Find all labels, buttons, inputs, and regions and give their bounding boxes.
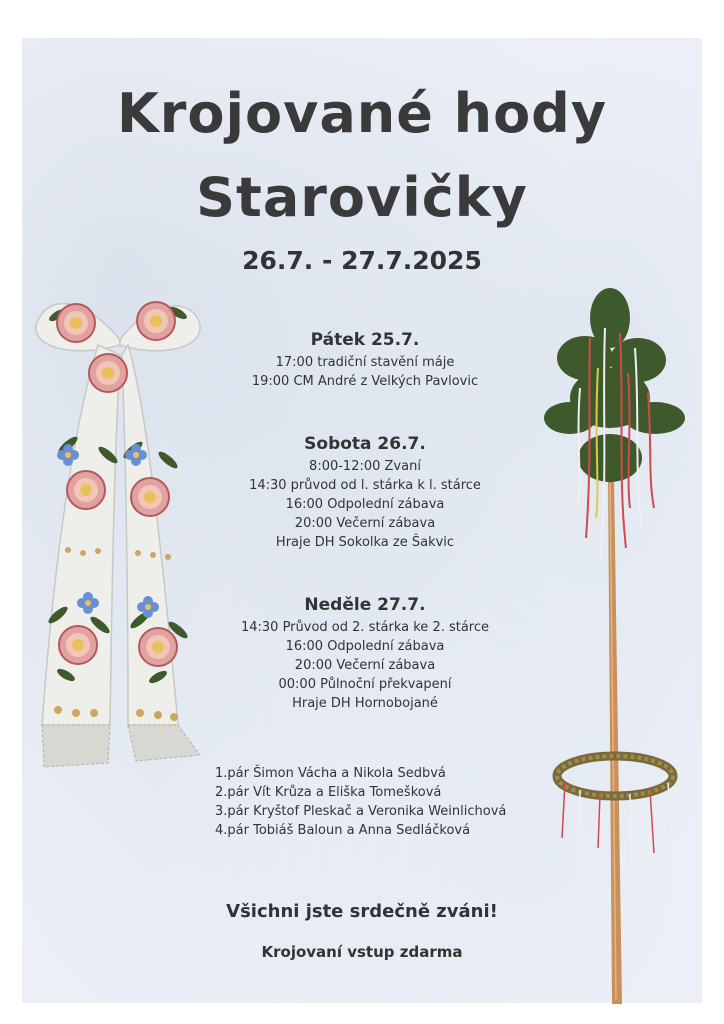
day-block-saturday — [160, 434, 570, 552]
event-line: 17:00 tradiční stavění máje — [275, 355, 455, 370]
event-line: 00:00 Půlnoční překvapení — [278, 677, 452, 692]
day-block-friday — [160, 330, 570, 391]
event-line: Hraje DH Hornobojané — [292, 696, 438, 711]
couple-item: 1.pár Šimon Vácha a Nikola Sedbvá — [215, 766, 446, 781]
event-line: 8:00-12:00 Zvaní — [309, 459, 421, 474]
event-line: 20:00 Večerní zábava — [294, 516, 436, 531]
invitation-text: Všichni jste srdečně zváni! — [226, 901, 498, 922]
couple-item: 2.pár Vít Krůza a Eliška Tomešková — [215, 785, 442, 800]
event-line: 19:00 CM André z Velkých Pavlovic — [251, 374, 479, 389]
couple-item: 4.pár Tobiáš Baloun a Anna Sedláčková — [215, 823, 471, 838]
day-block-sunday — [160, 595, 570, 713]
event-line: Hraje DH Sokolka ze Šakvic — [275, 535, 455, 550]
event-line: 14:30 Průvod od 2. stárka ke 2. stárce — [240, 620, 490, 635]
maypole-icon — [530, 278, 700, 1008]
event-line: 14:30 průvod od l. stárka k l. stárce — [249, 478, 481, 493]
day-heading: Pátek 25.7. — [310, 330, 420, 350]
admission-text: Krojovaní vstup zdarma — [261, 943, 463, 961]
event-dates: 26.7. - 27.7.2025 — [242, 246, 482, 275]
event-line: 20:00 Večerní zábava — [294, 658, 436, 673]
couple-item: 3.pár Kryštof Pleskač a Veronika Weinlichová — [215, 804, 507, 819]
event-line: 16:00 Odpolední zábava — [285, 639, 445, 654]
embroidered-ribbon-icon — [28, 285, 213, 775]
day-heading: Neděle 27.7. — [304, 595, 426, 615]
day-heading: Sobota 26.7. — [304, 434, 426, 454]
couples-list — [215, 764, 575, 840]
title-line-2: Starovičky — [196, 166, 528, 229]
title-line-1: Krojované hody — [116, 82, 608, 145]
event-line: 16:00 Odpolední zábava — [285, 497, 445, 512]
